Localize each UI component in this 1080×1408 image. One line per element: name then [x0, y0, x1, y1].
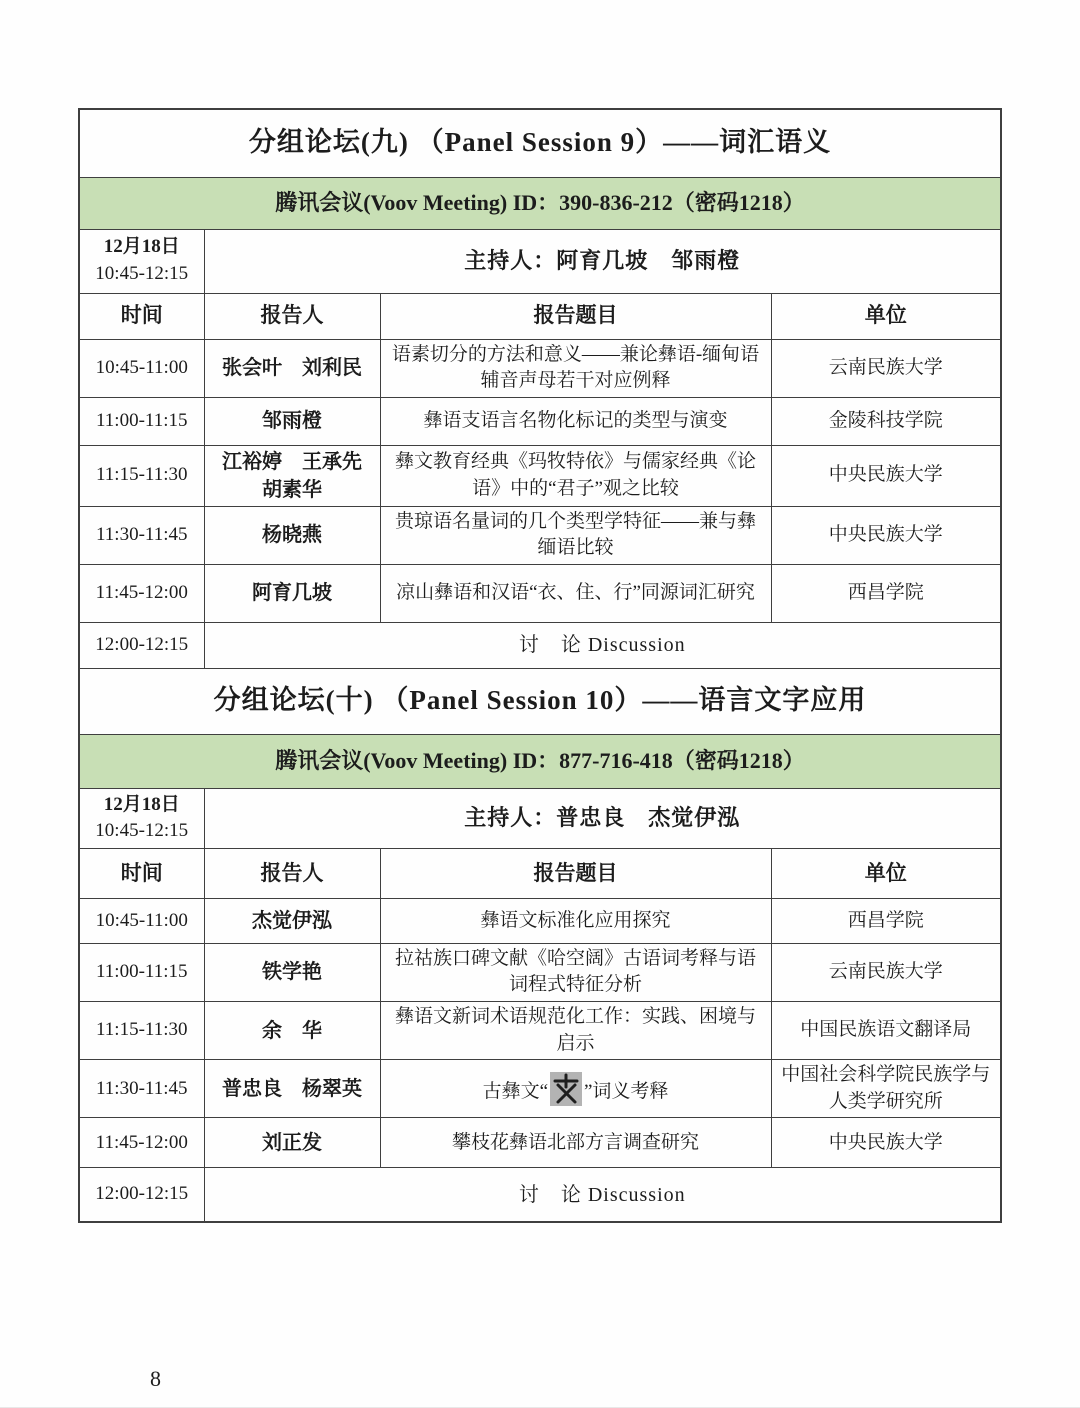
time-cell: 11:45-12:00	[79, 564, 204, 622]
time-cell: 10:45-11:00	[79, 339, 204, 397]
time-cell: 12:00-12:15	[79, 1168, 204, 1222]
speaker-cell: 张会叶 刘利民	[204, 339, 380, 397]
discussion-label: 讨 论 Discussion	[204, 1168, 1001, 1222]
header-time: 时间	[79, 848, 204, 898]
unit-cell: 中国社会科学院民族学与人类学研究所	[771, 1060, 1001, 1118]
session9-date-cell	[79, 229, 204, 293]
unit-cell: 金陵科技学院	[771, 397, 1001, 445]
table-row	[79, 1118, 1001, 1168]
session9-discussion-row	[79, 622, 1001, 668]
time-cell: 10:45-11:00	[79, 898, 204, 943]
session9-title-row	[79, 109, 1001, 177]
header-title: 报告题目	[380, 848, 771, 898]
title-cell: 拉祜族口碑文献《哈空阔》古语词考释与语词程式特征分析	[380, 943, 771, 1001]
session10-chairs: 主持人：普忠良 杰觉伊泓	[204, 788, 1001, 848]
title-cell: 彝语文标准化应用探究	[380, 898, 771, 943]
speaker-cell: 刘正发	[204, 1118, 380, 1168]
time-cell: 11:00-11:15	[79, 397, 204, 445]
time-cell: 12:00-12:15	[79, 622, 204, 668]
table-row	[79, 1002, 1001, 1060]
session9-time-range: 10:45-12:15	[95, 263, 189, 284]
unit-cell: 西昌学院	[771, 898, 1001, 943]
discussion-label: 讨 论 Discussion	[204, 622, 1001, 668]
speaker-cell: 铁学艳	[204, 943, 380, 1001]
time-cell: 11:45-12:00	[79, 1118, 204, 1168]
speaker-cell: 阿育几坡	[204, 564, 380, 622]
unit-cell: 中央民族大学	[771, 1118, 1001, 1168]
table-row	[79, 1060, 1001, 1118]
unit-cell: 西昌学院	[771, 564, 1001, 622]
table-row	[79, 898, 1001, 943]
table-row	[79, 445, 1001, 506]
table-row	[79, 397, 1001, 445]
session10-meeting-row	[79, 734, 1001, 788]
session9-chair-row	[79, 229, 1001, 293]
speaker-cell: 邹雨橙	[204, 397, 380, 445]
unit-cell: 云南民族大学	[771, 339, 1001, 397]
table-row	[79, 339, 1001, 397]
session10-chair-row	[79, 788, 1001, 848]
session9-meeting-row	[79, 177, 1001, 229]
session10-discussion-row	[79, 1168, 1001, 1222]
session10-date: 12月18日	[103, 793, 180, 815]
session10-meeting-info: 腾讯会议(Voov Meeting) ID：877-716-418（密码1218）	[79, 734, 1001, 788]
session10-title: 分组论坛(十) （Panel Session 10）——语言文字应用	[79, 668, 1001, 734]
header-title: 报告题目	[380, 293, 771, 339]
unit-cell: 中国民族语文翻译局	[771, 1002, 1001, 1060]
table-row	[79, 506, 1001, 564]
speaker-cell: 江裕婷 王承先 胡素华	[204, 445, 380, 506]
table-row	[79, 943, 1001, 1001]
table-row	[79, 564, 1001, 622]
title-cell: 贵琼语名量词的几个类型学特征——兼与彝缅语比较	[380, 506, 771, 564]
session9-date: 12月18日	[103, 236, 180, 258]
title-cell: 彝文教育经典《玛牧特依》与儒家经典《论语》中的“君子”观之比较	[380, 445, 771, 506]
title-cell: 语素切分的方法和意义——兼论彝语-缅甸语辅音声母若干对应例释	[380, 339, 771, 397]
time-cell: 11:00-11:15	[79, 943, 204, 1001]
title-cell-with-glyph	[380, 1060, 771, 1118]
time-cell: 11:30-11:45	[79, 506, 204, 564]
speaker-cell: 杨晓燕	[204, 506, 380, 564]
header-time: 时间	[79, 293, 204, 339]
header-speaker: 报告人	[204, 293, 380, 339]
time-cell: 11:30-11:45	[79, 1060, 204, 1118]
title-cell: 凉山彝语和汉语“衣、住、行”同源词汇研究	[380, 564, 771, 622]
unit-cell: 云南民族大学	[771, 943, 1001, 1001]
session9-header-row	[79, 293, 1001, 339]
session10-title-row	[79, 668, 1001, 734]
page-number: 8	[150, 1366, 161, 1391]
title-suffix: ”词义考释	[584, 1080, 669, 1102]
program-table	[78, 108, 1002, 1223]
time-cell: 11:15-11:30	[79, 1002, 204, 1060]
title-cell: 彝语文新词术语规范化工作：实践、困境与启示	[380, 1002, 771, 1060]
header-unit: 单位	[771, 293, 1001, 339]
title-cell: 攀枝花彝语北部方言调查研究	[380, 1118, 771, 1168]
header-speaker: 报告人	[204, 848, 380, 898]
session9-meeting-info: 腾讯会议(Voov Meeting) ID：390-836-212（密码1218）	[79, 177, 1001, 229]
speaker-cell: 余 华	[204, 1002, 380, 1060]
header-unit: 单位	[771, 848, 1001, 898]
unit-cell: 中央民族大学	[771, 506, 1001, 564]
title-cell: 彝语支语言名物化标记的类型与演变	[380, 397, 771, 445]
yi-script-glyph-image	[550, 1072, 582, 1106]
session9-chairs: 主持人：阿育几坡 邹雨橙	[204, 229, 1001, 293]
unit-cell: 中央民族大学	[771, 445, 1001, 506]
speaker-cell: 杰觉伊泓	[204, 898, 380, 943]
time-cell: 11:15-11:30	[79, 445, 204, 506]
session10-date-cell	[79, 788, 204, 848]
session10-time-range: 10:45-12:15	[95, 820, 189, 842]
title-prefix: 古彝文“	[482, 1080, 548, 1102]
session10-header-row	[79, 848, 1001, 898]
session9-title: 分组论坛(九) （Panel Session 9）——词汇语义	[79, 109, 1001, 177]
speaker-cell: 普忠良 杨翠英	[204, 1060, 380, 1118]
